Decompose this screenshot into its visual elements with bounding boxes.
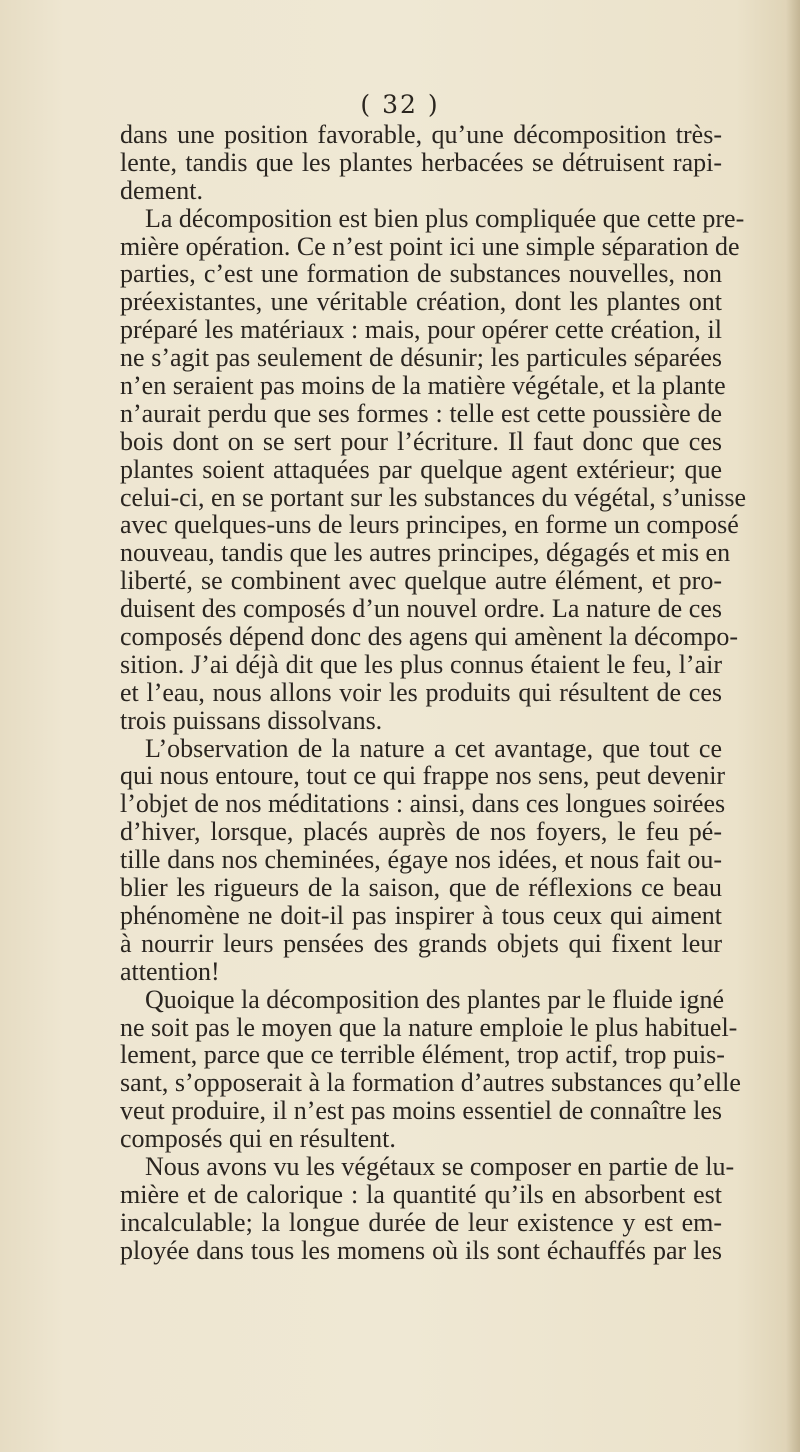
text-line: et l’eau, nous allons voir les produits qui résultent de ces	[120, 677, 722, 707]
text-line: qui nous entoure, tout ce qui frappe nos sens, peut devenir	[120, 761, 726, 791]
text-line: mière opération. Ce n’est point ici une simple séparation de	[120, 231, 740, 261]
text-line: ployée dans tous les momens où ils sont échauffés par les	[120, 1235, 722, 1265]
page-edge-shadow	[786, 0, 800, 1452]
text-line: l’objet de nos méditations : ainsi, dans ces longues soirées	[120, 789, 726, 819]
text-line: celui-ci, en se portant sur les substances du végétal, s’unisse	[120, 482, 746, 512]
text-line: mière et de calorique : la quantité qu’ils en absorbent est	[120, 1179, 722, 1209]
text-line: composés dépend donc des agens qui amènent la décompo-	[120, 622, 739, 652]
text-line: bois dont on se sert pour l’écriture. Il faut donc que ces	[120, 426, 722, 456]
text-line: trois puissans dissolvans.	[120, 705, 383, 735]
text-line: phénomène ne doit-il pas inspirer à tous ceux qui aiment	[120, 900, 722, 930]
text-line: préexistantes, une véritable création, dont les plantes ont	[120, 287, 722, 317]
text-line: plantes soient attaquées par quelque agent extérieur; que	[120, 454, 722, 484]
text-line: Nous avons vu les végétaux se composer en partie de lu-	[145, 1151, 735, 1181]
text-line: tille dans nos cheminées, égaye nos idées, et nous fait ou-	[120, 845, 722, 875]
text-line: d’hiver, lorsque, placés auprès de nos foyers, le feu pé-	[120, 817, 722, 847]
text-line: dans une position favorable, qu’une décomposition très-	[120, 120, 722, 149]
text-line: attention!	[120, 956, 220, 986]
text-line: à nourrir leurs pensées des grands objets qui fixent leur	[120, 928, 722, 958]
text-line: n’aurait perdu que ses formes : telle est cette poussière de	[120, 398, 722, 428]
text-line: sition. J’ai déjà dit que les plus connus étaient le feu, l’air	[120, 649, 722, 679]
text-line: La décomposition est bien plus compliquée que cette pre-	[145, 203, 745, 233]
text-line: ne soit pas le moyen que la nature emploie le plus habituel-	[120, 1012, 738, 1042]
text-line: parties, c’est une formation de substances nouvelles, non	[120, 259, 722, 289]
text-line: lente, tandis que les plantes herbacées se détruisent rapi-	[120, 147, 722, 177]
text-line: dement.	[120, 175, 204, 205]
text-line: veut produire, il n’est pas moins essentiel de connaître les	[120, 1096, 722, 1126]
body-text	[120, 120, 746, 1265]
text-line: avec quelques-uns de leurs principes, en forme un composé	[120, 510, 739, 540]
page-number: ( 32 )	[360, 90, 440, 119]
text-line: liberté, se combinent avec quelque autre élément, et pro-	[120, 566, 722, 596]
text-line: préparé les matériaux : mais, pour opérer cette création, il	[120, 315, 722, 345]
text-line: duisent des composés d’un nouvel ordre. La nature de ces	[120, 594, 722, 624]
text-line: blier les rigueurs de la saison, que de réflexions ce beau	[120, 873, 722, 903]
text-line: sant, s’opposerait à la formation d’autres substances qu’elle	[120, 1068, 741, 1098]
text-line: n’en seraient pas moins de la matière végétale, et la plante	[120, 371, 726, 401]
text-line: composés qui en résultent.	[120, 1124, 396, 1154]
text-line: L’observation de la nature a cet avantage, que tout ce	[145, 733, 722, 763]
text-line: nouveau, tandis que les autres principes, dégagés et mis en	[120, 538, 731, 568]
text-line: ne s’agit pas seulement de désunir; les particules séparées	[120, 343, 722, 373]
text-line: lement, parce que ce terrible élément, trop actif, trop puis-	[120, 1040, 725, 1070]
text-line: incalculable; la longue durée de leur existence y est em-	[120, 1207, 722, 1237]
text-line: Quoique la décomposition des plantes par le fluide igné	[145, 984, 725, 1014]
